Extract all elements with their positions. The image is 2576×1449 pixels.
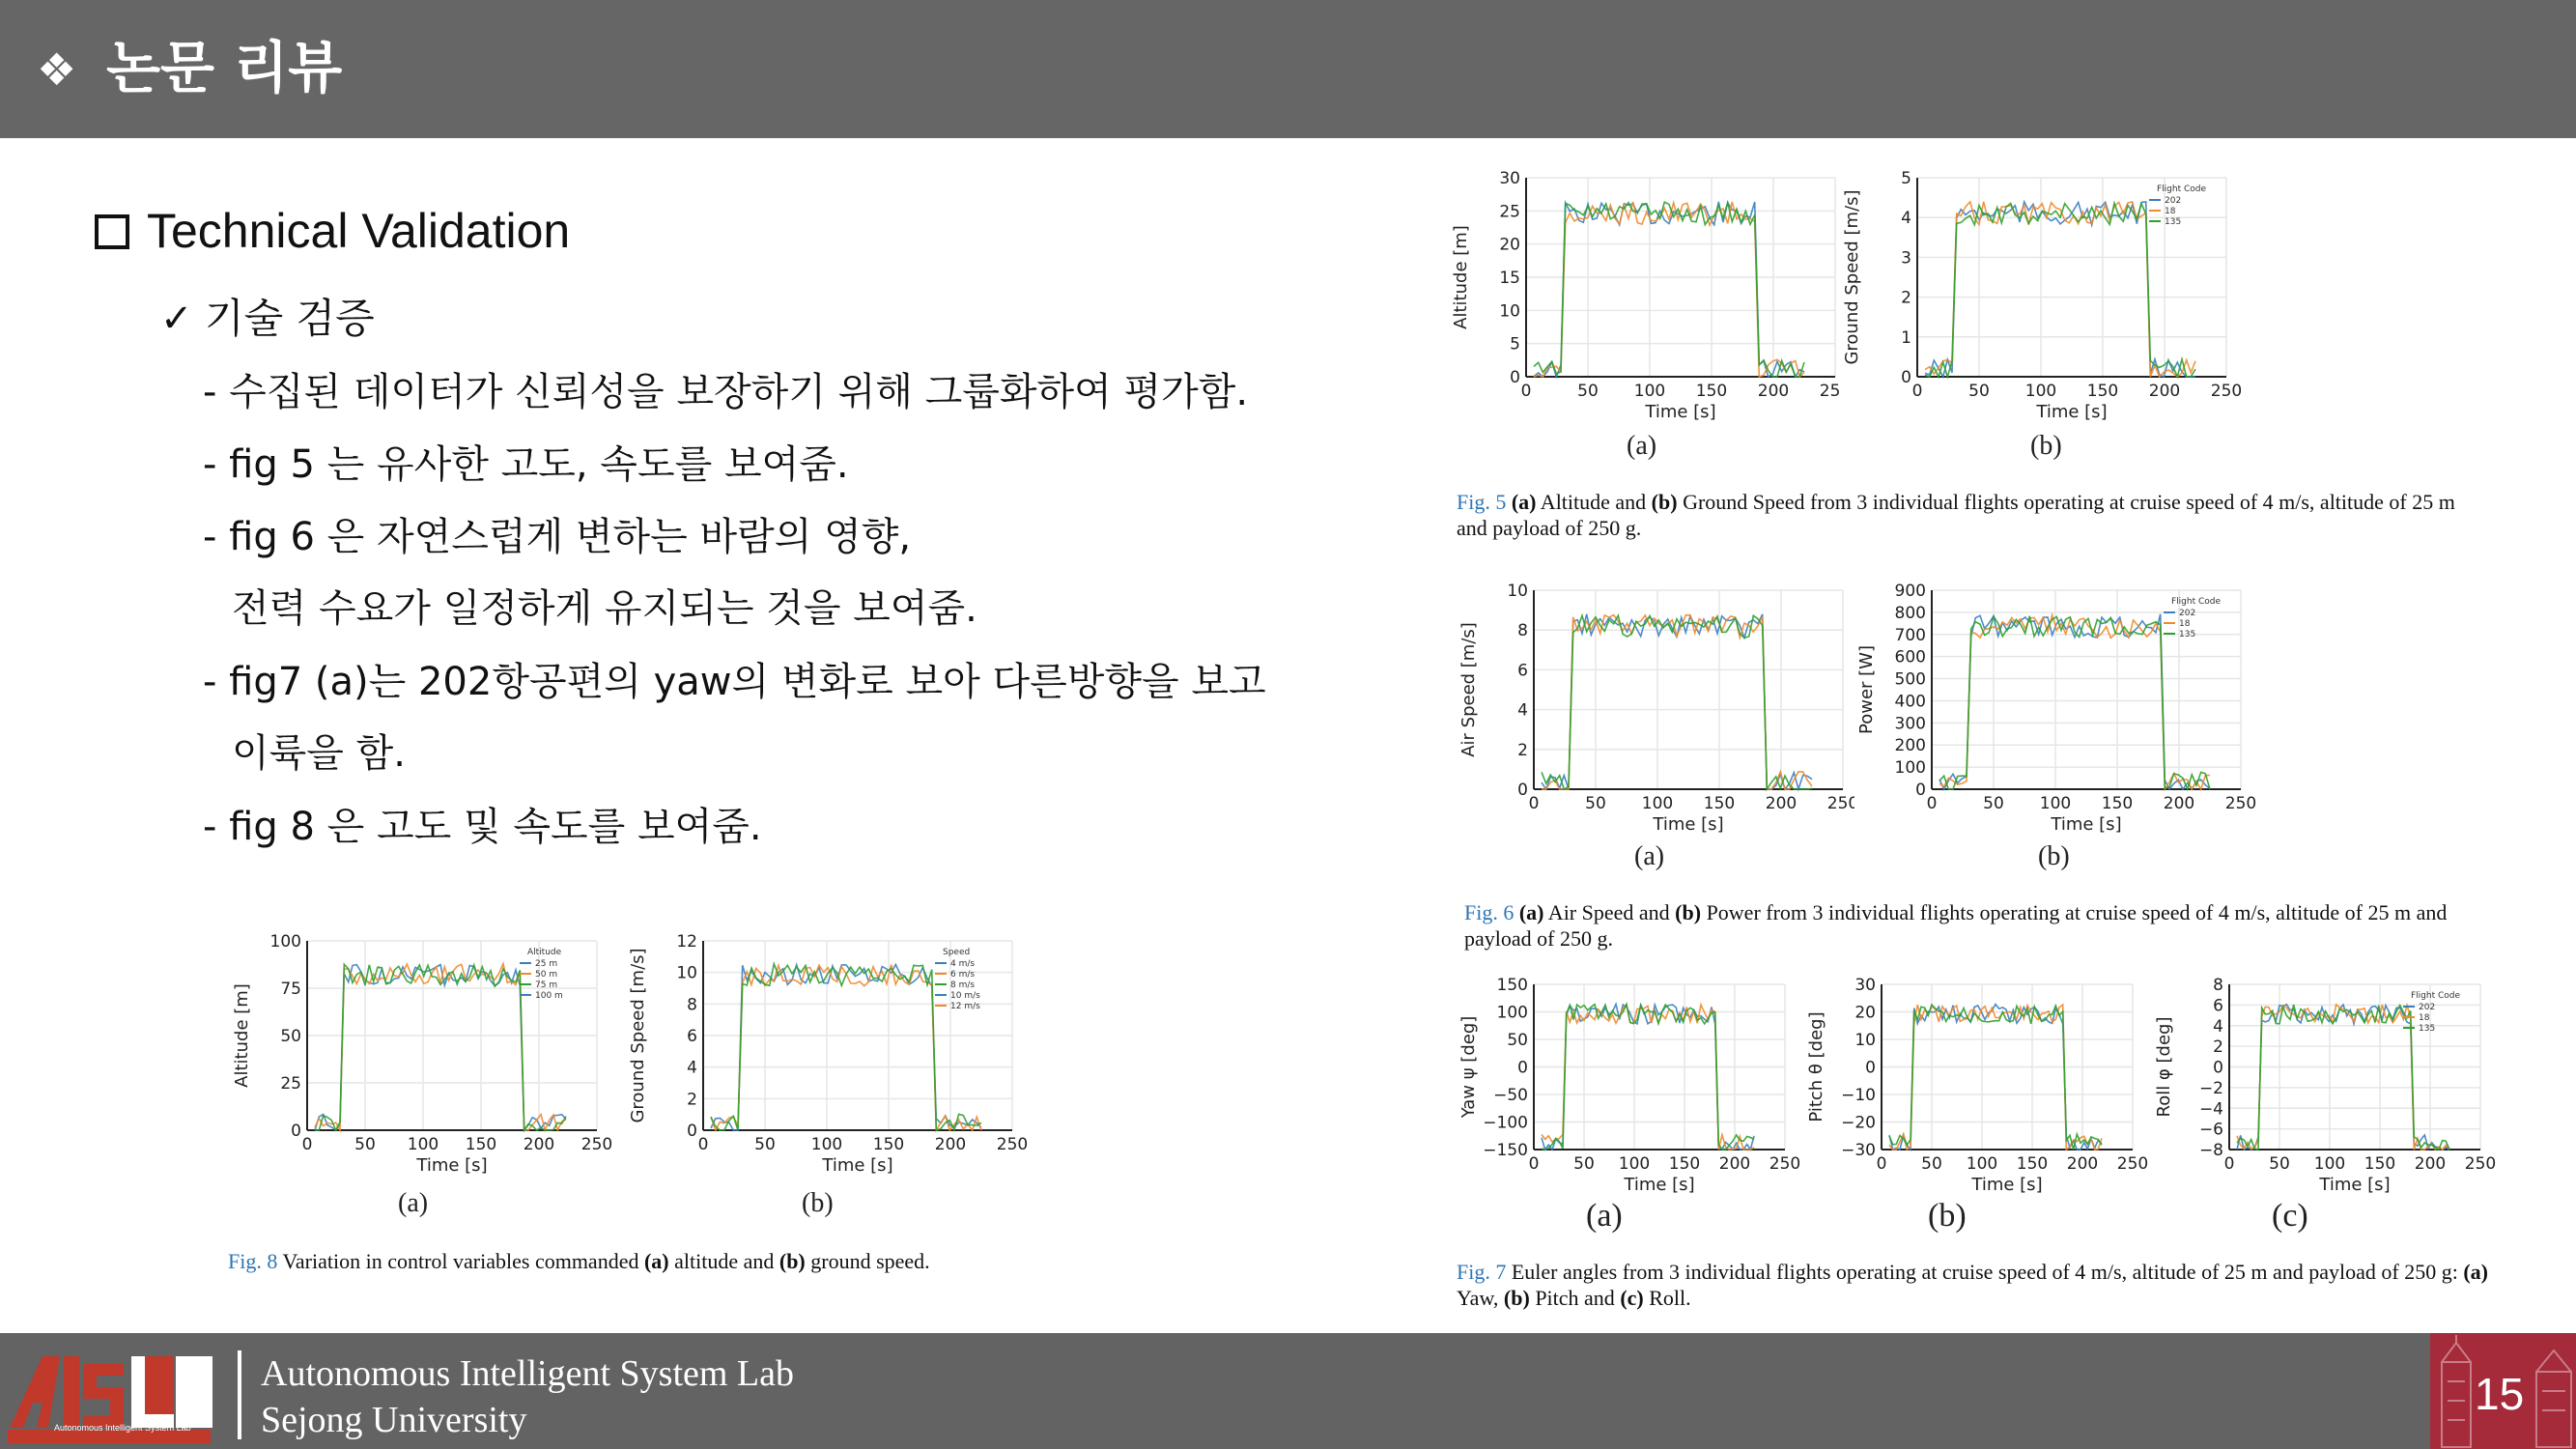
y-tick-label: 100: [1496, 1003, 1528, 1023]
caption-sub-b: (b): [1503, 1286, 1530, 1310]
x-tick-label: 250: [2224, 794, 2257, 813]
fig6a-plot: [1457, 577, 1862, 838]
legend-entry: 8 m/s: [950, 980, 976, 990]
y-tick-label: 8: [2213, 976, 2223, 995]
y-tick-label: 100: [269, 932, 301, 952]
x-tick-label: 150: [1703, 794, 1736, 813]
series-trace: [315, 965, 566, 1131]
page-title: 논문 리뷰: [106, 35, 343, 100]
x-tick-label: 100: [2313, 1154, 2346, 1174]
series-trace: [711, 965, 981, 1131]
y-tick-label: 500: [1894, 669, 1926, 690]
x-tick-label: 200: [1757, 382, 1790, 401]
y-tick-label: −20: [1841, 1113, 1876, 1133]
fig5-caption: [1457, 489, 2490, 541]
x-tick-label: 250: [580, 1135, 613, 1154]
y-tick-label: 1: [1901, 327, 1911, 348]
x-tick-label: 200: [2148, 382, 2181, 401]
x-axis-label: Time [s]: [1645, 402, 1716, 422]
x-tick-label: 200: [1718, 1154, 1751, 1174]
caption-label: Fig. 8: [228, 1249, 278, 1273]
fig8b-plot: [626, 927, 1032, 1179]
y-tick-label: −4: [2198, 1099, 2223, 1120]
y-tick-label: 4: [2213, 1016, 2223, 1037]
caption-text: Altitude and: [1536, 490, 1652, 514]
x-axis-label: Time [s]: [2319, 1175, 2391, 1195]
caption-sub-b: (b): [1675, 900, 1702, 924]
x-tick-label: 100: [810, 1135, 843, 1154]
x-tick-label: 0: [1520, 382, 1532, 401]
fig5a-plot: [1449, 164, 1854, 425]
x-tick-label: 150: [465, 1135, 497, 1154]
series-trace: [1542, 614, 1812, 789]
y-tick-label: 100: [1894, 758, 1926, 779]
x-axis-label: Time [s]: [2051, 814, 2122, 835]
x-tick-label: 50: [1983, 794, 2004, 813]
subfigure-label: (b): [2038, 841, 2070, 871]
checkbox-square-icon: [95, 214, 129, 249]
x-tick-label: 150: [872, 1135, 905, 1154]
legend-entry: 12 m/s: [950, 1002, 980, 1011]
x-tick-label: 200: [2414, 1154, 2447, 1174]
fig6b-plot: [1854, 577, 2260, 838]
y-axis-label: Ground Speed [m/s]: [628, 948, 648, 1123]
series-trace: [1939, 616, 2210, 789]
x-tick-label: 250: [996, 1135, 1029, 1154]
x-tick-label: 0: [1911, 382, 1923, 401]
fig8a-plot: [230, 927, 616, 1179]
series-trace: [1534, 202, 1804, 377]
x-tick-label: 50: [1577, 382, 1599, 401]
x-tick-label: 100: [2039, 794, 2072, 813]
caption-text: Euler angles from 3 individual flights operating at cruise speed of 4 m/s, altitude of 25 m and payload of 250 g:: [1506, 1260, 2464, 1284]
x-tick-label: 0: [1876, 1154, 1887, 1174]
x-axis-label: Time [s]: [1653, 814, 1724, 835]
y-tick-label: 0: [1517, 781, 1528, 800]
y-tick-label: 0: [1510, 368, 1520, 387]
series-trace: [1534, 202, 1804, 377]
x-tick-label: 50: [1921, 1154, 1942, 1174]
x-tick-label: 0: [301, 1135, 313, 1154]
series-trace: [1889, 1005, 2102, 1150]
page-number: 15: [2475, 1369, 2525, 1419]
x-tick-label: 100: [1966, 1154, 1998, 1174]
legend-entry: 202: [2179, 609, 2196, 618]
y-tick-label: −6: [2198, 1120, 2223, 1140]
y-tick-label: 6: [2213, 996, 2223, 1016]
caption-text: Pitch and: [1529, 1286, 1621, 1310]
legend-entry: 18: [2419, 1013, 2430, 1023]
bullet-text: - fig7 (a)는 202항공편의 yaw의 변화로 보아 다른방향을 보고: [203, 660, 1266, 704]
y-tick-label: 150: [1496, 976, 1528, 995]
x-tick-label: 250: [1826, 794, 1859, 813]
y-axis-label: Yaw ψ [deg]: [1458, 1015, 1479, 1119]
y-tick-label: 5: [1510, 334, 1520, 355]
x-tick-label: 0: [1926, 794, 1938, 813]
x-axis-label: Time [s]: [1624, 1175, 1695, 1195]
caption-sub-a: (a): [1511, 490, 1537, 514]
y-tick-label: −10: [1841, 1086, 1876, 1105]
series-trace: [1939, 615, 2210, 789]
y-tick-label: −100: [1483, 1113, 1528, 1133]
lab-name: Autonomous Intelligent System Lab: [261, 1353, 795, 1394]
x-tick-label: 250: [2116, 1154, 2149, 1174]
series-trace: [1925, 202, 2195, 377]
legend-entry: 202: [2419, 1003, 2436, 1012]
y-tick-label: 8: [687, 995, 697, 1015]
legend-title: Flight Code: [2411, 991, 2461, 1001]
y-tick-label: 50: [1507, 1031, 1528, 1050]
bullet-text: - fig 6 은 자연스럽게 변하는 바람의 영향,: [203, 515, 912, 559]
caption-text: Yaw,: [1457, 1286, 1504, 1310]
y-tick-label: 3: [1901, 248, 1911, 269]
legend-entry: 100 m: [535, 991, 563, 1001]
x-tick-label: 50: [354, 1135, 376, 1154]
x-tick-label: 100: [407, 1135, 439, 1154]
series-trace: [1542, 615, 1812, 789]
legend-entry: 18: [2165, 207, 2176, 216]
x-tick-label: 150: [1668, 1154, 1701, 1174]
x-tick-label: 150: [2016, 1154, 2049, 1174]
y-tick-label: 6: [1517, 661, 1528, 681]
legend-title: Speed: [943, 948, 971, 957]
x-tick-label: 50: [2269, 1154, 2290, 1174]
x-axis-label: Time [s]: [416, 1155, 488, 1176]
series-trace: [1889, 1005, 2102, 1150]
series-trace: [1542, 615, 1812, 789]
x-tick-label: 0: [2223, 1154, 2235, 1174]
y-tick-label: 30: [1854, 976, 1876, 995]
legend-entry: 135: [2165, 217, 2182, 227]
y-tick-label: 0: [1901, 368, 1911, 387]
y-tick-label: 2: [1517, 740, 1528, 760]
y-tick-label: 20: [1854, 1003, 1876, 1023]
y-tick-label: 10: [1854, 1031, 1876, 1050]
x-tick-label: 50: [1585, 794, 1606, 813]
y-tick-label: −30: [1841, 1141, 1876, 1160]
y-tick-label: 6: [687, 1027, 697, 1046]
subfigure-label: (b): [802, 1188, 834, 1218]
x-tick-label: 200: [1765, 794, 1798, 813]
y-tick-label: 700: [1894, 625, 1926, 645]
y-tick-label: 75: [280, 980, 301, 999]
y-axis-label: Power [W]: [1856, 645, 1877, 734]
y-axis-label: Pitch θ [deg]: [1806, 1011, 1826, 1122]
subfigure-label: (a): [1634, 841, 1665, 871]
legend-entry: 25 m: [535, 959, 558, 969]
y-axis-label: Ground Speed [m/s]: [1842, 189, 1862, 365]
series-trace: [1925, 202, 2195, 377]
x-tick-label: 50: [1573, 1154, 1595, 1174]
x-tick-label: 200: [2163, 794, 2195, 813]
footer-divider: [238, 1350, 241, 1439]
x-tick-label: 100: [1641, 794, 1674, 813]
series-trace: [1542, 1005, 1754, 1150]
caption-text: Roll.: [1643, 1286, 1691, 1310]
y-tick-label: 2: [2213, 1037, 2223, 1058]
subfigure-label: (b): [2030, 431, 2062, 461]
x-tick-label: 150: [2364, 1154, 2396, 1174]
fig7-caption: [1457, 1259, 2490, 1311]
y-tick-label: 0: [1517, 1058, 1528, 1078]
series-trace: [711, 964, 981, 1130]
series-trace: [1542, 1005, 1754, 1151]
y-tick-label: 10: [676, 963, 697, 983]
x-tick-label: 250: [2464, 1154, 2497, 1174]
caption-text: altitude and: [668, 1249, 779, 1273]
x-tick-label: 50: [1968, 382, 1990, 401]
subfigure-label: (a): [1627, 431, 1657, 461]
subfigure-label: (a): [398, 1188, 429, 1218]
y-tick-label: 15: [1499, 269, 1520, 288]
y-tick-label: 0: [687, 1122, 697, 1141]
fig8-caption: [228, 1248, 1097, 1274]
caption-text: Power from 3 individual flights operating at cruise speed of 4 m/s, altitude of 25 m and payload of 250 g.: [1464, 900, 2448, 951]
y-tick-label: −8: [2198, 1141, 2223, 1160]
fig6-caption: [1464, 899, 2498, 952]
legend-entry: 135: [2179, 630, 2196, 639]
y-tick-label: 5: [1901, 169, 1911, 188]
x-tick-label: 0: [1528, 794, 1540, 813]
legend-entry: 50 m: [535, 970, 558, 980]
y-tick-label: 2: [1901, 288, 1911, 308]
x-tick-label: 50: [754, 1135, 776, 1154]
caption-label: Fig. 5: [1457, 490, 1507, 514]
caption-label: Fig. 6: [1464, 900, 1514, 924]
caption-label: Fig. 7: [1457, 1260, 1507, 1284]
y-tick-label: 600: [1894, 647, 1926, 668]
y-tick-label: 2: [687, 1090, 697, 1110]
legend-entry: 75 m: [535, 980, 558, 990]
y-tick-label: 4: [1517, 700, 1528, 721]
bullet-text: - fig 8 은 고도 및 속도를 보여줌.: [203, 805, 762, 849]
series-trace: [2237, 1005, 2449, 1150]
caption-text: Air Speed and: [1543, 900, 1676, 924]
x-axis-label: Time [s]: [822, 1155, 893, 1176]
y-tick-label: 4: [1901, 209, 1911, 229]
legend-entry: 202: [2165, 196, 2182, 206]
series-trace: [1534, 202, 1804, 377]
diamond-icon: ❖: [37, 43, 77, 96]
x-axis-label: Time [s]: [1971, 1175, 2043, 1195]
x-tick-label: 0: [1528, 1154, 1540, 1174]
legend-title: Altitude: [527, 948, 562, 957]
legend-entry: 4 m/s: [950, 959, 976, 969]
fig7c-plot: [2152, 971, 2500, 1198]
x-tick-label: 0: [697, 1135, 709, 1154]
y-tick-label: 0: [1865, 1058, 1876, 1078]
fig7b-plot: [1804, 971, 2152, 1198]
x-tick-label: 100: [1618, 1154, 1651, 1174]
university-name: Sejong University: [261, 1400, 527, 1440]
x-axis-label: Time [s]: [2036, 402, 2108, 422]
subfigure-label: (c): [2272, 1198, 2308, 1234]
y-tick-label: −2: [2198, 1078, 2223, 1098]
y-tick-label: 50: [280, 1027, 301, 1046]
caption-sub-b: (b): [778, 1249, 806, 1273]
x-tick-label: 150: [1695, 382, 1728, 401]
logo-subtext: Autonomous Intelligent System Lab: [54, 1423, 191, 1433]
y-tick-label: 900: [1894, 582, 1926, 601]
caption-sub-b: (b): [1651, 490, 1678, 514]
legend-entry: 10 m/s: [950, 991, 980, 1001]
series-trace: [315, 964, 566, 1130]
y-tick-label: 10: [1499, 301, 1520, 322]
x-tick-label: 250: [2210, 382, 2243, 401]
y-tick-label: 0: [291, 1122, 301, 1141]
y-tick-label: 0: [1915, 781, 1926, 800]
y-axis-label: Altitude [m]: [1451, 225, 1471, 329]
legend-entry: 6 m/s: [950, 970, 976, 980]
caption-sub-a: (a): [2463, 1260, 2489, 1284]
y-tick-label: 400: [1894, 692, 1926, 712]
y-tick-label: 200: [1894, 736, 1926, 756]
caption-sub-a: (a): [1518, 900, 1544, 924]
fig5b-plot: [1840, 164, 2246, 425]
caption-sub-c: (c): [1620, 1286, 1644, 1310]
x-tick-label: 200: [523, 1135, 555, 1154]
legend-title: Flight Code: [2157, 185, 2207, 194]
series-trace: [1925, 203, 2195, 377]
checkmark-icon: ✓: [160, 297, 193, 341]
section-subtitle: 기술 검증: [205, 295, 375, 342]
y-tick-label: 25: [1499, 202, 1520, 222]
y-tick-label: 300: [1894, 714, 1926, 734]
x-tick-label: 100: [2024, 382, 2057, 401]
legend-entry: 18: [2179, 619, 2191, 629]
subfigure-label: (b): [1928, 1198, 1967, 1234]
series-trace: [711, 964, 981, 1130]
y-tick-label: 25: [280, 1074, 301, 1094]
series-trace: [1542, 1005, 1754, 1150]
caption-text: Ground Speed from 3 individual flights operating at cruise speed of 4 m/s, altitude of 25 m and payload of 250 g.: [1457, 490, 2455, 540]
y-axis-label: Altitude [m]: [232, 983, 252, 1088]
bullet-text: 이륙을 함.: [232, 731, 406, 776]
bullet-text: - 수집된 데이터가 신뢰성을 보장하기 위해 그룹화하여 평가함.: [203, 370, 1249, 414]
y-tick-label: 4: [687, 1058, 697, 1078]
x-tick-label: 150: [2101, 794, 2134, 813]
subfigure-label: (a): [1586, 1198, 1623, 1234]
x-tick-label: 100: [1633, 382, 1666, 401]
y-tick-label: −50: [1493, 1086, 1528, 1105]
series-trace: [1889, 1005, 2102, 1150]
y-tick-label: 8: [1517, 621, 1528, 641]
legend-entry: 135: [2419, 1024, 2436, 1034]
caption-text: ground speed.: [805, 1249, 930, 1273]
header-bar: [0, 0, 2576, 138]
y-tick-label: 10: [1507, 582, 1528, 601]
y-tick-label: −150: [1483, 1141, 1528, 1160]
bullet-text: - fig 5 는 유사한 고도, 속도를 보여줌.: [203, 442, 849, 487]
y-tick-label: 12: [676, 932, 697, 952]
x-tick-label: 250: [1769, 1154, 1801, 1174]
legend-title: Flight Code: [2171, 597, 2222, 607]
section-title: Technical Validation: [147, 204, 571, 258]
bullet-text: 전력 수요가 일정하게 유지되는 것을 보여줌.: [232, 586, 977, 631]
y-tick-label: 800: [1894, 603, 1926, 623]
x-tick-label: 150: [2086, 382, 2119, 401]
y-tick-label: 20: [1499, 235, 1520, 255]
y-axis-label: Roll φ [deg]: [2154, 1016, 2174, 1118]
x-tick-label: 200: [934, 1135, 967, 1154]
caption-text: Variation in control variables commanded: [277, 1249, 644, 1273]
caption-sub-a: (a): [643, 1249, 669, 1273]
y-axis-label: Air Speed [m/s]: [1458, 622, 1479, 757]
x-tick-label: 250: [1819, 382, 1852, 401]
series-trace: [1939, 614, 2210, 789]
fig7a-plot: [1457, 971, 1804, 1198]
y-tick-label: 30: [1499, 169, 1520, 188]
y-tick-label: 0: [2213, 1058, 2223, 1078]
x-tick-label: 200: [2066, 1154, 2099, 1174]
